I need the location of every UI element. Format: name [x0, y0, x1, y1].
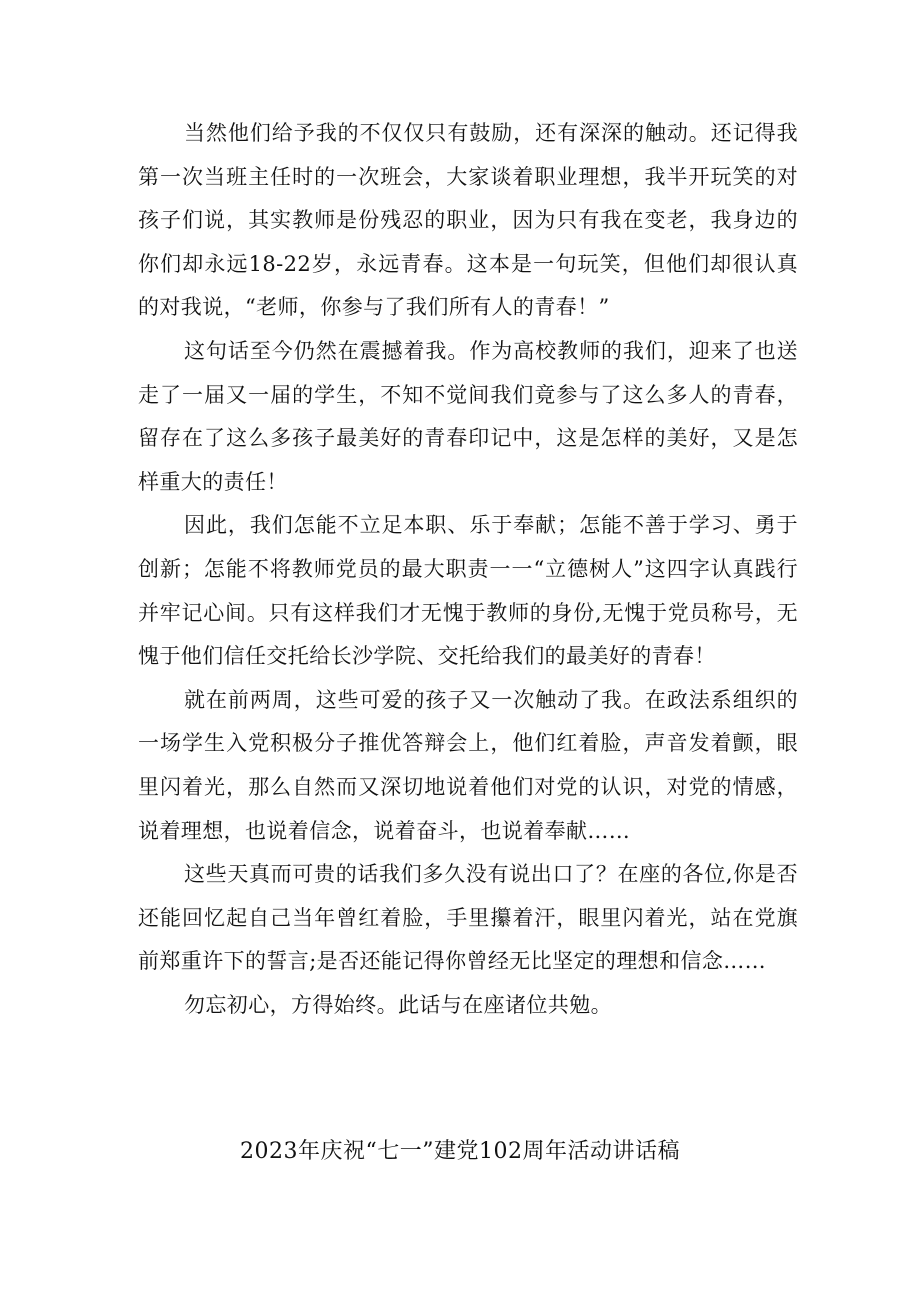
paragraph-5: 这些天真而可贵的话我们多久没有说出口了？在座的各位,你是否还能回忆起自己当年曾红着脸，手里攥着汗，眼里闪着光，站在党旗前郑重许下的誓言;是否还能记得你曾经无比坚定的理想和信念…… [138, 862, 798, 974]
paragraph-4: 就在前两周，这些可爱的孩子又一次触动了我。在政法系组织的一场学生入党积极分子推优答辩会上，他们红着脸，声音发着颤，眼里闪着光，那么自然而又深切地说着他们对党的认识，对党的情感，说着理想，也说着信念，说着奋斗，也说着奉献…… [138, 687, 798, 843]
document-title: 2023年庆祝“七一”建党102周年活动讲话稿 [240, 1139, 680, 1164]
paragraph-2: 这句话至今仍然在震撼着我。作为高校教师的我们，迎来了也送走了一届又一届的学生，不知不觉间我们竟参与了这么多人的青春，留存在了这么多孩子最美好的青春印记中，这是怎样的美好，又是怎样重大的责任！ [138, 338, 798, 494]
body-text [138, 112, 798, 1027]
paragraph-1: 当然他们给予我的不仅仅只有鼓励，还有深深的触动。还记得我第一次当班主任时的一次班会，大家谈着职业理想，我半开玩笑的对孩子们说，其实教师是份残忍的职业，因为只有我在变老，我身边的你们却永远18-22岁，永远青春。这本是一句玩笑，但他们却很认真的对我说，“老师，你参与了我们所有人的青春！” [138, 121, 798, 320]
paragraph-6: 勿忘初心，方得始终。此话与在座诸位共勉。 [184, 992, 612, 1017]
paragraph-3: 因此，我们怎能不立足本职、乐于奉献；怎能不善于学习、勇于创新；怎能不将教师党员的最大职责一一“立德树人”这四字认真践行并牢记心间。只有这样我们才无愧于教师的身份,无愧于党员称号，无愧于他们信任交托给长沙学院、交托给我们的最美好的青春！ [138, 513, 798, 669]
